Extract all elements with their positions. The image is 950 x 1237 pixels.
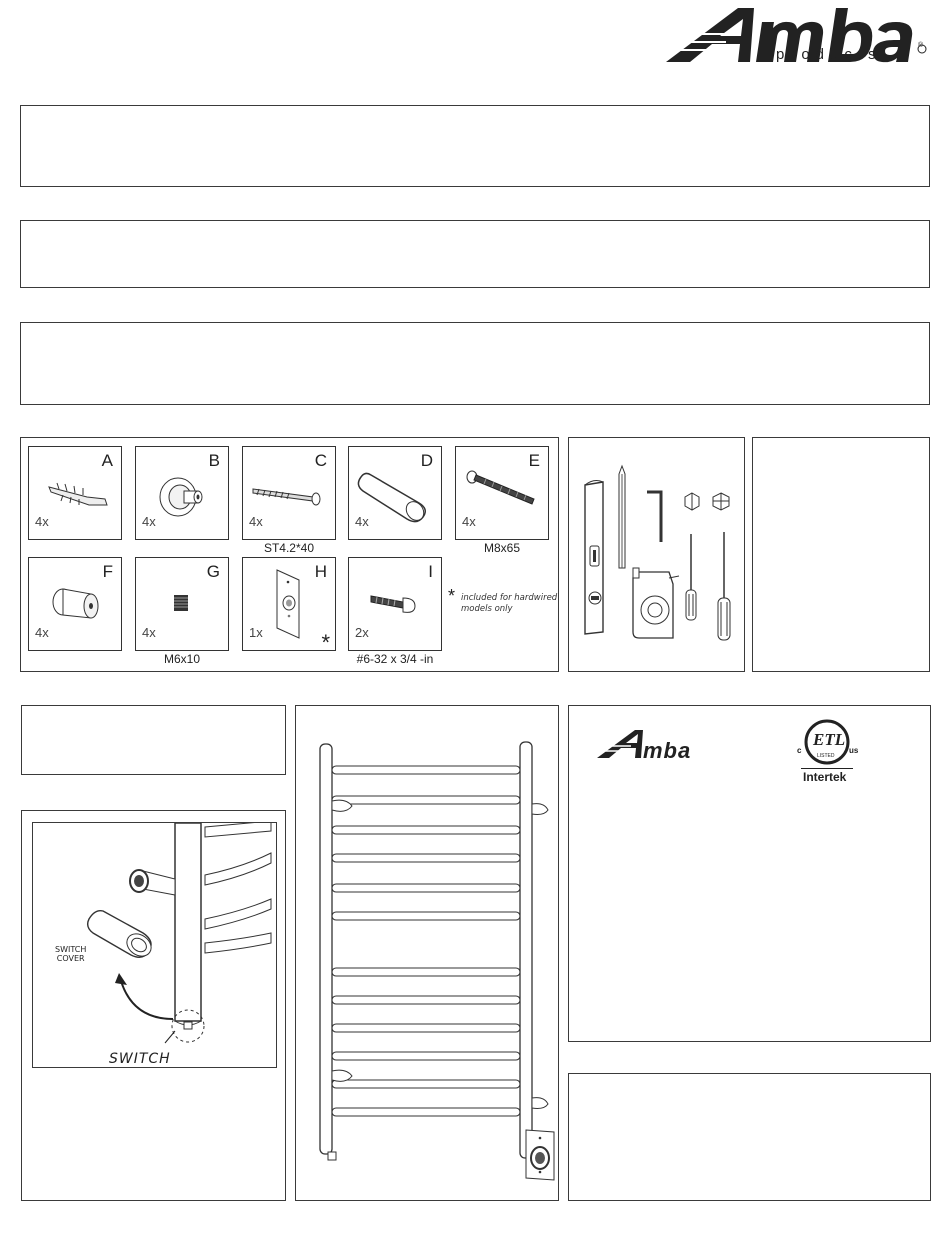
rung-2 <box>332 796 520 804</box>
switch-figure <box>32 822 277 1068</box>
logo-subtitle: products <box>776 46 882 63</box>
rung-12 <box>332 1108 520 1116</box>
towel-warmer-panel <box>295 705 559 1201</box>
part-letter: E <box>528 451 540 470</box>
part-g-spec: M6x10 <box>163 652 201 666</box>
intertek-label: Intertek <box>803 770 847 784</box>
level-tool-icon <box>585 481 603 634</box>
hex-key-icon <box>647 492 661 542</box>
rung-11 <box>332 1080 520 1088</box>
rung-3 <box>332 826 520 834</box>
rung-4 <box>332 854 520 862</box>
part-qty: 2x <box>355 625 369 640</box>
part-b <box>135 446 229 540</box>
logo-registered-mark: ® <box>918 42 924 49</box>
part-qty: 4x <box>142 625 156 640</box>
part-c <box>242 446 336 540</box>
part-e <box>455 446 549 540</box>
tools-illustration <box>569 438 746 673</box>
part-letter: D <box>420 451 433 470</box>
part-letter: H <box>314 562 327 581</box>
part-a <box>28 446 122 540</box>
switch-cover-label-line-2: COVER <box>56 954 85 963</box>
rung-7 <box>332 968 520 976</box>
amba-wordmark-text <box>595 726 596 727</box>
note-star-icon: * <box>448 586 456 606</box>
switch-label: SWITCH <box>109 1051 171 1067</box>
section-box-2 <box>20 220 930 288</box>
rung-9 <box>332 1024 520 1032</box>
etl-mark: ETL <box>813 730 846 749</box>
part-letter: B <box>208 451 220 470</box>
rung-8 <box>332 996 520 1004</box>
etl-c: c <box>797 746 802 755</box>
part-f <box>28 557 122 651</box>
part-qty: 1x <box>249 625 263 640</box>
etl-listed-mark <box>795 712 859 784</box>
certification-panel <box>568 705 931 1042</box>
amba-wordmark-tail: mba <box>643 738 692 763</box>
phillips-nut-icon <box>713 493 729 510</box>
notes-box-right <box>752 437 930 672</box>
part-c-spec: ST4.2*40 <box>263 541 315 555</box>
part-i-spec: #6-32 x 3/4 -in <box>356 652 434 666</box>
switch-cover-label-line-1: SWITCH <box>55 945 87 954</box>
switch-panel <box>21 810 286 1201</box>
phillips-screwdriver-icon <box>718 532 730 640</box>
part-qty: 4x <box>355 514 369 529</box>
part-g <box>135 557 229 651</box>
hardwired-note <box>461 593 561 615</box>
part-qty: 4x <box>249 514 263 529</box>
part-qty: 4x <box>35 625 49 640</box>
towel-warmer-illustration <box>296 706 560 1202</box>
tape-measure-icon <box>633 568 679 638</box>
section-box-left-small <box>21 705 286 775</box>
flat-screwdriver-icon <box>686 534 696 620</box>
switch-cover-label <box>55 945 86 963</box>
section-box-1 <box>20 105 930 187</box>
part-i <box>348 557 442 651</box>
part-letter: C <box>314 451 327 470</box>
part-e-spec: M8x65 <box>483 541 521 555</box>
tools-panel <box>568 437 745 672</box>
section-box-bottom-right <box>568 1073 931 1201</box>
hardwired-note-line-2: models only <box>461 604 513 614</box>
part-qty: 4x <box>142 514 156 529</box>
pencil-icon <box>619 466 625 568</box>
part-letter: A <box>101 451 113 470</box>
etl-listed: LISTED <box>817 753 835 759</box>
part-d <box>348 446 442 540</box>
hardwired-note-line-1: included for hardwired <box>461 593 558 603</box>
etl-us: us <box>849 746 859 755</box>
rung-10 <box>332 1052 520 1060</box>
brand-logo <box>664 4 934 68</box>
part-letter: G <box>206 562 220 581</box>
parts-panel <box>20 437 559 672</box>
part-h <box>242 557 336 655</box>
hex-nut-icon <box>685 493 699 510</box>
part-qty: 4x <box>462 514 476 529</box>
rung-6 <box>332 912 520 920</box>
amba-brand-mark <box>595 726 745 762</box>
rung-5 <box>332 884 520 892</box>
hardwired-star-icon: * <box>321 630 330 655</box>
rung-1 <box>332 766 520 774</box>
part-qty: 4x <box>35 514 49 529</box>
part-letter: I <box>428 562 433 581</box>
part-letter: F <box>102 562 113 581</box>
section-box-3 <box>20 322 930 405</box>
